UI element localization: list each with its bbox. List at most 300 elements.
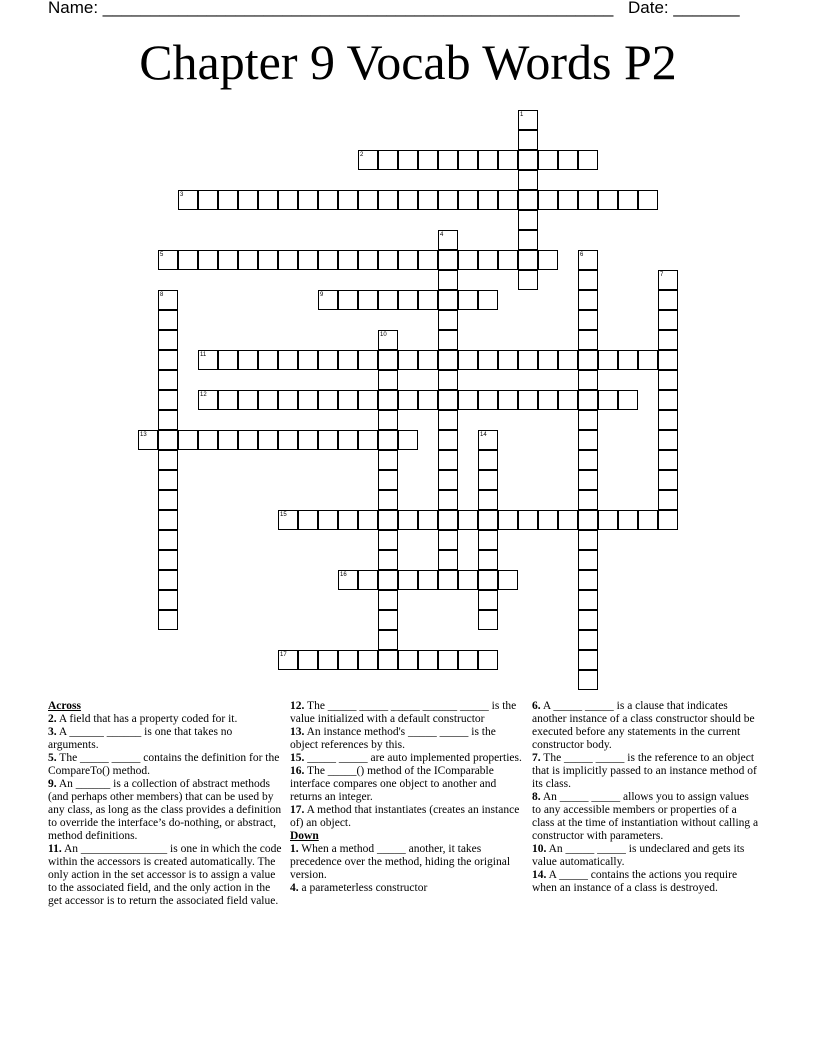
crossword-cell[interactable] (378, 650, 398, 670)
crossword-cell[interactable] (478, 450, 498, 470)
crossword-cell[interactable] (578, 270, 598, 290)
crossword-cell[interactable] (198, 190, 218, 210)
crossword-cell[interactable] (538, 350, 558, 370)
clue-text: An _______________ is one in which the code within the accessors is created automatically. The only action in the set accessor is to assign a value to the associated field, and the only action in the get accessor is to return the associated field value. (48, 843, 282, 907)
crossword-cell[interactable] (378, 550, 398, 570)
date-field[interactable]: Date: _______ (628, 0, 740, 17)
crossword-cell[interactable] (438, 650, 458, 670)
clue (532, 869, 760, 895)
crossword-cell[interactable] (158, 390, 178, 410)
crossword-cell[interactable] (638, 350, 658, 370)
crossword-cell[interactable] (498, 510, 518, 530)
crossword-cell[interactable] (298, 510, 318, 530)
crossword-cell[interactable] (198, 350, 218, 370)
crossword-cell[interactable] (438, 450, 458, 470)
crossword-cell[interactable] (478, 390, 498, 410)
crossword-cell[interactable] (578, 550, 598, 570)
crossword-cell[interactable] (658, 310, 678, 330)
crossword-cell[interactable] (578, 530, 598, 550)
crossword-cell[interactable] (158, 590, 178, 610)
crossword-cell[interactable] (338, 430, 358, 450)
crossword-cell[interactable] (358, 250, 378, 270)
crossword-cell[interactable] (418, 390, 438, 410)
crossword-cell[interactable] (158, 310, 178, 330)
crossword-cell[interactable] (598, 390, 618, 410)
crossword-cell[interactable] (658, 390, 678, 410)
clue-text: A field that has a property coded for it. (56, 713, 238, 725)
clue (48, 843, 283, 908)
crossword-cell[interactable] (278, 190, 298, 210)
crossword-cell[interactable] (338, 510, 358, 530)
crossword-cell[interactable] (558, 150, 578, 170)
crossword-cell[interactable] (338, 290, 358, 310)
clue-number: 7 (660, 272, 664, 278)
clue-text: The _____ _____ contains the definition for the CompareTo() method. (48, 752, 280, 777)
crossword-cell[interactable] (378, 250, 398, 270)
crossword-cell[interactable] (158, 350, 178, 370)
crossword-cell[interactable] (338, 250, 358, 270)
crossword-cell[interactable] (478, 490, 498, 510)
crossword-cell[interactable] (238, 350, 258, 370)
crossword-cell[interactable] (418, 190, 438, 210)
crossword-cell[interactable] (378, 450, 398, 470)
crossword-cell[interactable] (638, 190, 658, 210)
crossword-cell[interactable] (578, 370, 598, 390)
clue-number: 16 (340, 572, 347, 578)
crossword-cell[interactable] (378, 350, 398, 370)
crossword-cell[interactable] (538, 250, 558, 270)
clue-number: 2 (360, 152, 364, 158)
crossword-cell[interactable] (358, 390, 378, 410)
crossword-cell[interactable] (458, 250, 478, 270)
crossword-cell[interactable] (398, 570, 418, 590)
crossword-cell[interactable] (398, 150, 418, 170)
crossword-cell[interactable] (358, 190, 378, 210)
across-heading: Across (48, 700, 82, 712)
crossword-cell[interactable] (338, 570, 358, 590)
crossword-cell[interactable] (158, 470, 178, 490)
clue (48, 713, 283, 726)
clue-number: 9 (320, 292, 324, 298)
crossword-cell[interactable] (478, 570, 498, 590)
crossword-cell[interactable] (278, 650, 298, 670)
crossword-cell[interactable] (478, 190, 498, 210)
clue (532, 791, 760, 843)
crossword-cell[interactable] (338, 650, 358, 670)
crossword-cell[interactable] (558, 390, 578, 410)
crossword-cell[interactable] (578, 310, 598, 330)
crossword-cell[interactable] (458, 350, 478, 370)
crossword-cell[interactable] (398, 350, 418, 370)
crossword-cell[interactable] (398, 430, 418, 450)
crossword-cell[interactable] (378, 190, 398, 210)
crossword-cell[interactable] (258, 390, 278, 410)
crossword-cell[interactable] (658, 290, 678, 310)
crossword-cell[interactable] (478, 550, 498, 570)
crossword-cell[interactable] (158, 430, 178, 450)
crossword-cell[interactable] (498, 570, 518, 590)
crossword-cell[interactable] (298, 390, 318, 410)
crossword-cell[interactable] (438, 310, 458, 330)
crossword-cell[interactable] (578, 630, 598, 650)
clue-number: 12 (200, 392, 207, 398)
crossword-cell[interactable] (658, 510, 678, 530)
clue-text: The _____ _____ is the reference to an object that is implicitly passed to an instance method of its class. (532, 752, 757, 790)
crossword-cell[interactable] (378, 510, 398, 530)
crossword-cell[interactable] (538, 150, 558, 170)
crossword-cell[interactable] (658, 330, 678, 350)
crossword-cell[interactable] (218, 390, 238, 410)
crossword-cell[interactable] (518, 190, 538, 210)
crossword-cell[interactable] (458, 150, 478, 170)
crossword-cell[interactable] (278, 390, 298, 410)
clue (48, 778, 283, 843)
crossword-cell[interactable] (658, 470, 678, 490)
page-title: Chapter 9 Vocab Words P2 (139, 34, 677, 90)
crossword-cell[interactable] (578, 350, 598, 370)
crossword-cell[interactable] (658, 490, 678, 510)
crossword-cell[interactable] (438, 430, 458, 450)
crossword-cell[interactable] (158, 530, 178, 550)
crossword-cell[interactable] (318, 250, 338, 270)
crossword-cell[interactable] (358, 290, 378, 310)
crossword-cell[interactable] (418, 350, 438, 370)
clue-number: 13. (290, 726, 305, 738)
crossword-cell[interactable] (278, 510, 298, 530)
crossword-cell[interactable] (378, 470, 398, 490)
crossword-cell[interactable] (518, 270, 538, 290)
header-line (48, 0, 768, 18)
crossword-cell[interactable] (398, 650, 418, 670)
crossword-cell[interactable] (418, 570, 438, 590)
clue-number: 3 (180, 192, 184, 198)
crossword-cell[interactable] (618, 190, 638, 210)
clue-number: 1 (520, 112, 524, 118)
crossword-cell[interactable] (538, 510, 558, 530)
crossword-cell[interactable] (198, 390, 218, 410)
clue-number: 10. (532, 843, 547, 855)
crossword-cell[interactable] (238, 190, 258, 210)
crossword-cell[interactable] (158, 450, 178, 470)
crossword-cell[interactable] (358, 350, 378, 370)
crossword-cell[interactable] (218, 190, 238, 210)
crossword-cell[interactable] (438, 190, 458, 210)
crossword-cell[interactable] (478, 290, 498, 310)
across-clue-list (48, 713, 283, 908)
crossword-cell[interactable] (318, 190, 338, 210)
clue-number: 17. (290, 804, 305, 816)
crossword-cell[interactable] (578, 450, 598, 470)
down-clue-list (290, 843, 522, 895)
crossword-cell[interactable] (378, 590, 398, 610)
crossword-cell[interactable] (358, 430, 378, 450)
crossword-cell[interactable] (158, 330, 178, 350)
crossword-cell[interactable] (418, 250, 438, 270)
crossword-cell[interactable] (578, 410, 598, 430)
crossword-cell[interactable] (658, 430, 678, 450)
crossword-cell[interactable] (518, 170, 538, 190)
crossword-cell[interactable] (478, 430, 498, 450)
crossword-cell[interactable] (318, 350, 338, 370)
crossword-cell[interactable] (538, 390, 558, 410)
crossword-cell[interactable] (438, 270, 458, 290)
crossword-cell[interactable] (658, 350, 678, 370)
crossword-cell[interactable] (158, 370, 178, 390)
crossword-cell[interactable] (158, 570, 178, 590)
crossword-cell[interactable] (438, 150, 458, 170)
crossword-cell[interactable] (438, 390, 458, 410)
clues-column-1 (48, 700, 283, 908)
crossword-cell[interactable] (578, 510, 598, 530)
clue-text: The _____ _____ _____ ______ _____ is the value initialized with a default constructor (290, 700, 517, 725)
crossword-cell[interactable] (478, 590, 498, 610)
crossword-cell[interactable] (558, 350, 578, 370)
crossword-cell[interactable] (398, 510, 418, 530)
clue-number: 13 (140, 432, 147, 438)
crossword-cell[interactable] (218, 430, 238, 450)
clue-text: An instance method's _____ _____ is the object references by this. (290, 726, 496, 751)
crossword-cell[interactable] (658, 450, 678, 470)
crossword-cell[interactable] (578, 610, 598, 630)
crossword-cell[interactable] (578, 570, 598, 590)
clue-text: A method that instantiates (creates an instance of) an object. (290, 804, 520, 829)
crossword-cell[interactable] (378, 610, 398, 630)
clue-number: 8 (160, 292, 164, 298)
clue (290, 882, 522, 895)
crossword-cell[interactable] (378, 630, 398, 650)
crossword-cell[interactable] (658, 410, 678, 430)
crossword-cell[interactable] (158, 510, 178, 530)
clue-number: 14. (532, 869, 547, 881)
crossword-cell[interactable] (258, 250, 278, 270)
crossword-cell[interactable] (298, 350, 318, 370)
clue-number: 11. (48, 843, 62, 855)
crossword-cell[interactable] (578, 390, 598, 410)
crossword-cell[interactable] (438, 330, 458, 350)
crossword-cell[interactable] (598, 350, 618, 370)
clue-number: 7. (532, 752, 541, 764)
crossword-cell[interactable] (518, 250, 538, 270)
clue (290, 700, 522, 726)
crossword-cell[interactable] (158, 550, 178, 570)
crossword-cell[interactable] (478, 510, 498, 530)
crossword-cell[interactable] (398, 290, 418, 310)
crossword-cell[interactable] (518, 110, 538, 130)
crossword-cell[interactable] (158, 610, 178, 630)
crossword-cell[interactable] (558, 190, 578, 210)
crossword-cell[interactable] (298, 190, 318, 210)
crossword-cell[interactable] (518, 350, 538, 370)
crossword-cell[interactable] (498, 390, 518, 410)
clue-number: 11 (200, 352, 207, 358)
crossword-cell[interactable] (618, 510, 638, 530)
clue-text: A _____ contains the actions you require when an instance of a class is destroyed. (532, 869, 738, 894)
crossword-cell[interactable] (478, 650, 498, 670)
crossword-cell[interactable] (338, 350, 358, 370)
crossword-cell[interactable] (278, 350, 298, 370)
crossword-cell[interactable] (598, 510, 618, 530)
crossword-cell[interactable] (238, 430, 258, 450)
crossword-cell[interactable] (358, 150, 378, 170)
crossword-cell[interactable] (438, 510, 458, 530)
crossword-cell[interactable] (578, 470, 598, 490)
crossword-cell[interactable] (578, 190, 598, 210)
crossword-cell[interactable] (358, 570, 378, 590)
crossword-cell[interactable] (478, 610, 498, 630)
crossword-cell[interactable] (578, 670, 598, 690)
crossword-cell[interactable] (498, 150, 518, 170)
crossword-cell[interactable] (518, 230, 538, 250)
crossword-cell[interactable] (298, 430, 318, 450)
crossword-cell[interactable] (378, 290, 398, 310)
crossword-cell[interactable] (138, 430, 158, 450)
name-field[interactable]: Name: ______________________________________________________ (48, 0, 614, 17)
clue (48, 752, 283, 778)
crossword-cell[interactable] (458, 570, 478, 590)
crossword-cell[interactable] (158, 410, 178, 430)
crossword-cell[interactable] (638, 510, 658, 530)
crossword-cell[interactable] (518, 390, 538, 410)
clue-number: 8. (532, 791, 541, 803)
crossword-cell[interactable] (658, 270, 678, 290)
clue (48, 726, 283, 752)
crossword-cell[interactable] (438, 530, 458, 550)
crossword-cell[interactable] (478, 530, 498, 550)
crossword-cell[interactable] (578, 650, 598, 670)
clue-number: 3. (48, 726, 57, 738)
crossword-cell[interactable] (578, 290, 598, 310)
crossword-cell[interactable] (198, 250, 218, 270)
crossword-cell[interactable] (438, 370, 458, 390)
crossword-cell[interactable] (378, 410, 398, 430)
crossword-cell[interactable] (458, 510, 478, 530)
crossword-cell[interactable] (438, 410, 458, 430)
crossword-cell[interactable] (238, 390, 258, 410)
crossword-cell[interactable] (618, 350, 638, 370)
crossword-cell[interactable] (438, 470, 458, 490)
crossword-cell[interactable] (578, 430, 598, 450)
clue-text: When a method _____ another, it takes precedence over the method, hiding the original version. (290, 843, 511, 881)
crossword-cell[interactable] (298, 650, 318, 670)
crossword-cell[interactable] (538, 190, 558, 210)
crossword-cell[interactable] (578, 490, 598, 510)
crossword-cell[interactable] (598, 190, 618, 210)
crossword-cell[interactable] (318, 390, 338, 410)
crossword-cell[interactable] (398, 390, 418, 410)
crossword-cell[interactable] (318, 430, 338, 450)
crossword-cell[interactable] (158, 290, 178, 310)
crossword-cell[interactable] (358, 650, 378, 670)
crossword-cell[interactable] (238, 250, 258, 270)
clue (290, 804, 522, 830)
crossword-cell[interactable] (658, 370, 678, 390)
crossword-cell[interactable] (278, 250, 298, 270)
crossword-cell[interactable] (418, 510, 438, 530)
crossword-cell[interactable] (258, 430, 278, 450)
clue-text: An _____ _____ is undeclared and gets its value automatically. (532, 843, 745, 868)
crossword-cell[interactable] (218, 250, 238, 270)
crossword-cell[interactable] (578, 590, 598, 610)
crossword-cell[interactable] (178, 250, 198, 270)
crossword-cell[interactable] (378, 330, 398, 350)
crossword-cell[interactable] (458, 390, 478, 410)
crossword-cell[interactable] (158, 490, 178, 510)
crossword-cell[interactable] (378, 530, 398, 550)
crossword-cell[interactable] (398, 190, 418, 210)
clue-number: 10 (380, 332, 387, 338)
crossword-cell[interactable] (358, 510, 378, 530)
clue (532, 752, 760, 791)
crossword-cell[interactable] (178, 430, 198, 450)
crossword-cell[interactable] (318, 290, 338, 310)
crossword-cell[interactable] (418, 290, 438, 310)
crossword-cell[interactable] (478, 250, 498, 270)
crossword-cell[interactable] (438, 350, 458, 370)
crossword-cell[interactable] (498, 350, 518, 370)
crossword-cell[interactable] (178, 190, 198, 210)
crossword-cell[interactable] (318, 510, 338, 530)
crossword-cell[interactable] (578, 250, 598, 270)
crossword-cell[interactable] (458, 190, 478, 210)
crossword-cell[interactable] (378, 390, 398, 410)
crossword-cell[interactable] (218, 350, 238, 370)
crossword-cell[interactable] (378, 430, 398, 450)
crossword-cell[interactable] (378, 570, 398, 590)
crossword-cell[interactable] (378, 370, 398, 390)
clue-text: An ______ is a collection of abstract methods (and perhaps other members) that can be used by any class, as long as the class provides a definition to override the interface’s do-nothing, or abstract, method definitions. (48, 778, 282, 842)
crossword-cell[interactable] (258, 190, 278, 210)
crossword-cell[interactable] (518, 510, 538, 530)
crossword-cell[interactable] (478, 470, 498, 490)
crossword-cell[interactable] (338, 190, 358, 210)
clues-column-2 (290, 700, 522, 895)
crossword-cell[interactable] (498, 190, 518, 210)
clue-text: _____ _____ are auto implemented properties. (304, 752, 522, 764)
crossword-cell[interactable] (558, 510, 578, 530)
crossword-cell[interactable] (378, 490, 398, 510)
crossword-cell[interactable] (338, 390, 358, 410)
crossword-cell[interactable] (578, 330, 598, 350)
crossword-cell[interactable] (438, 550, 458, 570)
crossword-cell[interactable] (478, 150, 498, 170)
crossword-cell[interactable] (618, 390, 638, 410)
crossword-cell[interactable] (438, 230, 458, 250)
crossword-cell[interactable] (158, 250, 178, 270)
crossword-cell[interactable] (518, 150, 538, 170)
crossword-cell[interactable] (398, 250, 418, 270)
crossword-cell[interactable] (438, 570, 458, 590)
crossword-cell[interactable] (438, 250, 458, 270)
crossword-cell[interactable] (258, 350, 278, 370)
crossword-cell[interactable] (278, 430, 298, 450)
crossword-cell[interactable] (578, 150, 598, 170)
clue-number: 12. (290, 700, 305, 712)
crossword-cell[interactable] (478, 350, 498, 370)
crossword-cell[interactable] (438, 490, 458, 510)
crossword-cell[interactable] (518, 130, 538, 150)
crossword-cell[interactable] (518, 210, 538, 230)
crossword-cell[interactable] (438, 290, 458, 310)
crossword-cell[interactable] (458, 290, 478, 310)
crossword-cell[interactable] (418, 650, 438, 670)
crossword-cell[interactable] (198, 430, 218, 450)
crossword-cell[interactable] (298, 250, 318, 270)
crossword-cell[interactable] (458, 650, 478, 670)
crossword-cell[interactable] (318, 650, 338, 670)
crossword-cell[interactable] (378, 150, 398, 170)
crossword-cell[interactable] (418, 150, 438, 170)
crossword-cell[interactable] (498, 250, 518, 270)
